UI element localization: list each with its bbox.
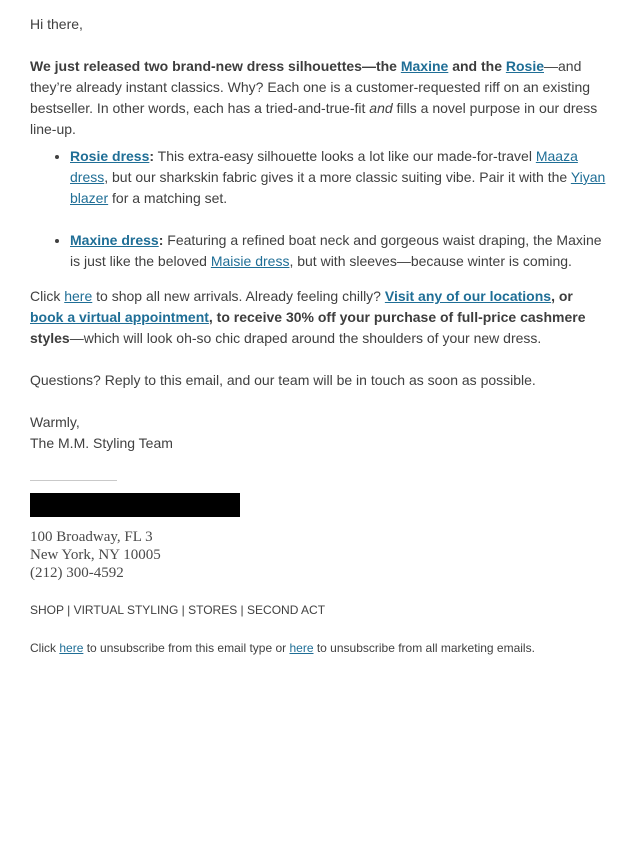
store-address: [30, 528, 610, 582]
list-item-maxine: [70, 230, 610, 272]
maaza-dress-link[interactable]: Maaza dress: [70, 148, 578, 185]
maxine-link[interactable]: Maxine: [400, 58, 449, 74]
unsubscribe-text: [30, 640, 610, 656]
signoff: [30, 412, 610, 454]
footer-virtual-styling-link[interactable]: VIRTUAL STYLING: [73, 603, 179, 617]
footer-nav: [30, 602, 610, 618]
rosie-colon: :: [149, 148, 155, 164]
book-appointment-link[interactable]: book a virtual appointment: [30, 309, 209, 325]
intro-italic-and: and: [369, 100, 393, 116]
address-line-1: 100 Broadway, FL 3: [30, 529, 153, 545]
visit-locations-link[interactable]: Visit any of our locations: [384, 288, 552, 304]
unsubscribe-type-link[interactable]: here: [59, 641, 84, 655]
footer-second-act-link[interactable]: SECOND ACT: [247, 603, 326, 617]
intro-rest-a: —and they’re already instant classics. Why? Each one is a customer-requested riff on an existing bestseller. In other words, each has a tried-and-true-fit: [30, 58, 591, 116]
footer-separator: |: [178, 603, 189, 617]
yiyan-blazer-link[interactable]: Yiyan blazer: [70, 169, 606, 206]
unsub-text-c: to unsubscribe from all marketing emails.: [313, 641, 535, 655]
cta-rest: —which will look oh-so chic draped around the shoulders of your new dress.: [69, 330, 542, 346]
rosie-text-a: This extra-easy silhouette looks a lot like our made-for-travel: [154, 148, 536, 164]
rosie-dress-link[interactable]: Rosie dress: [70, 148, 150, 164]
maxine-dress-link[interactable]: Maxine dress: [70, 232, 159, 248]
footer-separator: |: [237, 603, 248, 617]
unsubscribe-all-link[interactable]: here: [289, 641, 314, 655]
address-phone: (212) 300-4592: [30, 565, 124, 581]
rosie-text-c: for a matching set.: [108, 190, 228, 206]
signoff-team: The M.M. Styling Team: [30, 435, 173, 451]
footer-separator: |: [63, 603, 74, 617]
maxine-text-b: , but with sleeves—because winter is coming.: [289, 253, 572, 269]
questions-text: Questions? Reply to this email, and our team will be in touch as soon as possible.: [30, 372, 536, 388]
cta-bold-a: , or: [551, 288, 573, 304]
footer-shop-link[interactable]: SHOP: [30, 603, 64, 617]
unsub-text-b: to unsubscribe from this email type or: [83, 641, 290, 655]
address-line-2: New York, NY 10005: [30, 547, 161, 563]
intro-rest-b: fills a novel purpose in our dress line-up.: [30, 100, 598, 137]
footer-stores-link[interactable]: STORES: [188, 603, 238, 617]
cta-paragraph: [30, 286, 610, 349]
intro-bold-text: [30, 58, 544, 74]
rosie-text-b: , but our sharkskin fabric gives it a more classic suiting vibe. Pair it with the: [104, 169, 571, 185]
intro-bold-a: We just released two brand-new dress silhouettes—the: [30, 58, 401, 74]
maisie-dress-link[interactable]: Maisie dress: [210, 253, 290, 269]
shop-arrivals-link[interactable]: here: [64, 288, 93, 304]
maxine-text-a: Featuring a refined boat neck and gorgeous waist draping, the Maxine is just like the beloved: [70, 232, 602, 269]
intro-paragraph: [30, 56, 610, 140]
dress-list: [30, 146, 610, 272]
list-item-rosie: [70, 146, 610, 209]
maxine-colon: :: [158, 232, 164, 248]
unsub-text-a: Click: [30, 641, 60, 655]
divider-line: [30, 480, 117, 481]
greeting: Hi there,: [30, 16, 83, 32]
signoff-warmly: Warmly,: [30, 414, 80, 430]
cta-text-b: to shop all new arrivals. Already feeling chilly?: [92, 288, 385, 304]
cta-bold-b: , to receive 30% off your purchase of full-price cashmere styles: [30, 309, 586, 346]
intro-bold-b: and the: [448, 58, 506, 74]
rosie-link[interactable]: Rosie: [505, 58, 544, 74]
logo-bar: [30, 493, 240, 517]
cta-text-a: Click: [30, 288, 65, 304]
